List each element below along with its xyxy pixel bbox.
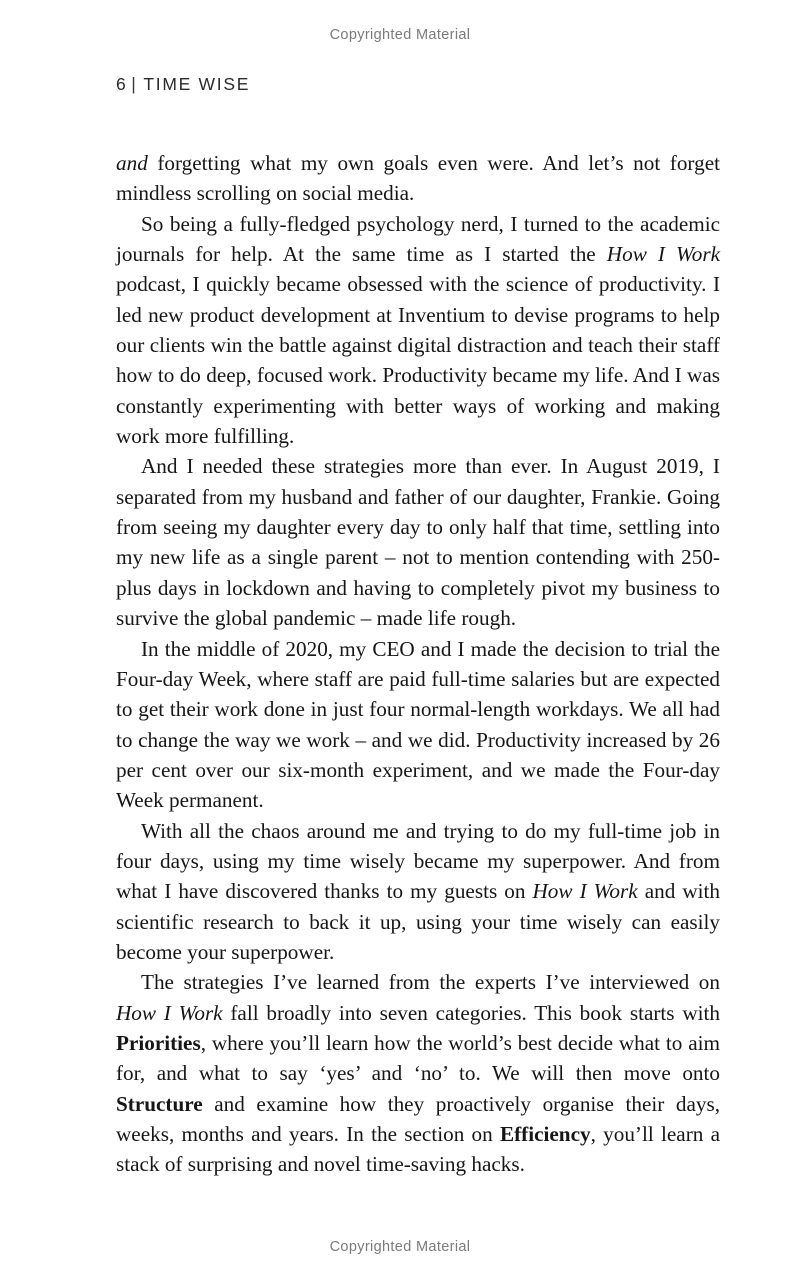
body-text-block (116, 148, 720, 1180)
text-run: , you’ll learn a stack of surprising and novel time-saving hacks. (116, 1122, 721, 1177)
copyright-watermark-top: Copyrighted Material (329, 27, 471, 43)
text-run: With all the chaos around me and trying to do my full-time job in four days, using my time wisely became my superpower. And from what I have discovered thanks to my guests on (116, 818, 720, 904)
running-head (116, 74, 250, 95)
italic-run: and (116, 151, 148, 175)
text-run: In the middle of 2020, my CEO and I made the decision to trial the Four-day Week, where staff are paid full-time salaries but are expected to get their work done in just four normal-length workdays. We all had to change the way we work – and we did. Productivity increased by 26 per cent over our six-month experiment, and we made the Four-day Week permanent. (116, 636, 720, 813)
body-paragraph (116, 209, 720, 452)
text-run: So being a fully-fledged psychology nerd, I turned to the academic journals for help. At the same time as I started the (116, 211, 720, 267)
italic-run: How I Work (532, 879, 638, 904)
copyright-watermark-bottom: Copyrighted Material (329, 1239, 471, 1255)
text-run: And I needed these strategies more than ever. In August 2019, I separated from my husband and father of our daughter, Frankie. Going from seeing my daughter every day to only half that time, settling into my new life as a single parent – not to mention contending with 250-plus days in lockdown and having to completely pivot my business to survive the global pandemic – made life rough. (116, 454, 720, 631)
body-paragraph (116, 451, 720, 633)
text-run: The strategies I’ve learned from the experts I’ve interviewed on (141, 970, 720, 995)
text-run: and examine how they proactively organise their days, weeks, months and years. In the section on (116, 1091, 720, 1146)
bold-run: Priorities (116, 1030, 201, 1055)
body-paragraph (116, 816, 720, 968)
text-run: podcast, I quickly became obsessed with the science of productivity. I led new product development at Inventium to devise programs to help our clients win the battle against digital distraction and teach their staff how to do deep, focused work. Productivity became my life. And I was constantly experimenting with better ways of working and making work more fulfilling. (116, 272, 720, 449)
italic-run: How I Work (116, 1000, 223, 1025)
italic-run: How I Work (606, 242, 720, 267)
page-number: 6 (116, 74, 127, 94)
running-head-book-title: TIME WISE (143, 74, 251, 94)
body-paragraph (116, 634, 720, 816)
body-paragraph (116, 148, 720, 209)
running-head-separator: | (131, 74, 138, 94)
text-run: fall broadly into seven categories. This book starts with (222, 1000, 720, 1025)
text-run: and with scientific research to back it up, using your time wisely can easily become your superpower. (116, 879, 721, 964)
bold-run: Structure (116, 1091, 203, 1116)
body-paragraph (116, 967, 720, 1179)
text-run: , where you’ll learn how the world’s best decide what to aim for, and what to say ‘yes’ and ‘no’ to. We will then move onto (116, 1030, 720, 1086)
bold-run: Efficiency (499, 1122, 591, 1146)
text-run: forgetting what my own goals even were. And let’s not forget mindless scrolling on social media. (116, 151, 720, 206)
